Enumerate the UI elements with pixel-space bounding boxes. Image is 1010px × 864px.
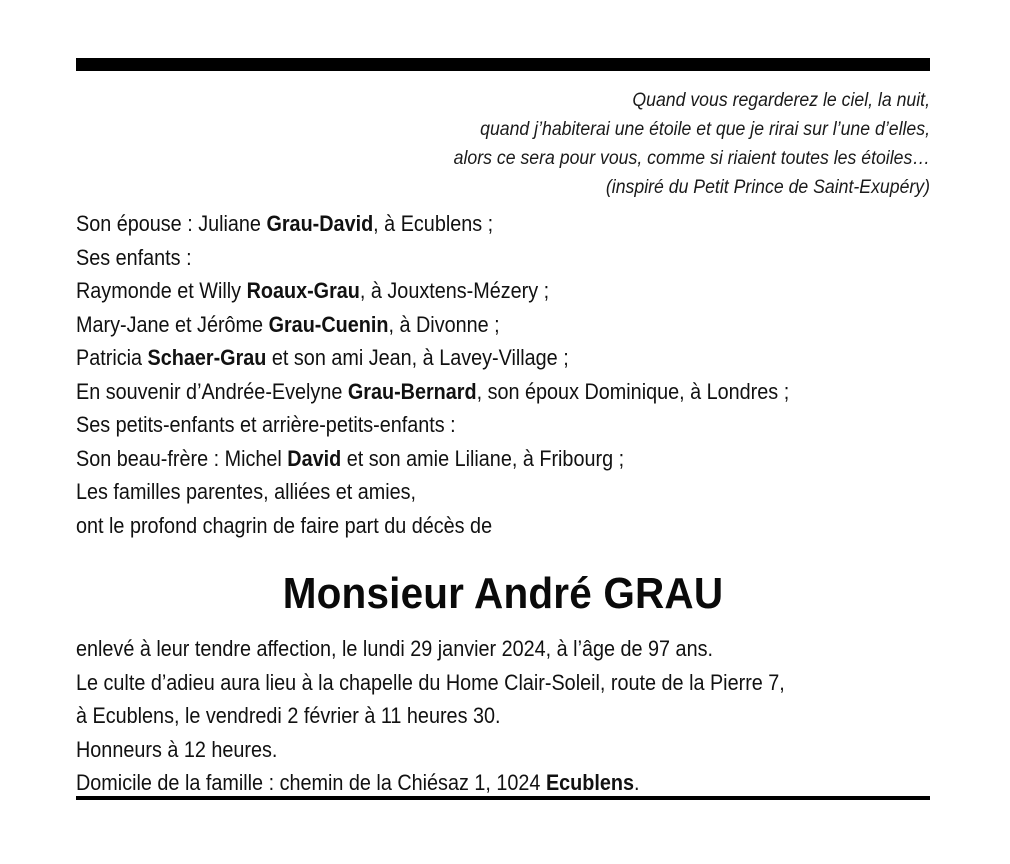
memory-line: En souvenir d’Andrée-Evelyne Grau-Bernard, son époux Dominique, à Londres ; (76, 378, 790, 404)
quote-line: Quand vous regarderez le ciel, la nuit, (632, 90, 930, 111)
child-line: Raymonde et Willy Roaux-Grau, à Jouxtens-Mézery ; (76, 278, 550, 303)
top-rule (76, 58, 930, 71)
obituary-notice (76, 58, 930, 800)
child-line: Mary-Jane et Jérôme Grau-Cuenin, à Divonne ; (76, 311, 500, 337)
quote-line: quand j’habiterai une étoile et que je rirai sur l’une d’elles, (480, 119, 930, 140)
death-date-line: enlevé à leur tendre affection, le lundi 29 janvier 2024, à l’âge de 97 ans. (76, 636, 713, 661)
relatives-line: Les familles parentes, alliées et amies, (76, 479, 417, 504)
quote-line: alors ce sera pour vous, comme si riaient toutes les étoiles… (453, 148, 930, 169)
quote-attribution: (inspiré du Petit Prince de Saint-Exupéry) (605, 177, 930, 198)
honours-line: Honneurs à 12 heures. (76, 736, 278, 762)
bottom-rule (76, 796, 930, 800)
service-location-line: Le culte d’adieu aura lieu à la chapelle du Home Clair-Soleil, route de la Pierre 7, (76, 669, 785, 695)
domicile-line: Domicile de la famille : chemin de la Chiésaz 1, 1024 Ecublens. (76, 770, 640, 795)
children-heading: Ses enfants : (76, 244, 192, 270)
deceased-name: Monsieur André GRAU (282, 569, 724, 618)
spouse-line: Son épouse : Juliane Grau-David, à Ecublens ; (76, 211, 494, 236)
child-line: Patricia Schaer-Grau et son ami Jean, à Lavey-Village ; (76, 345, 569, 370)
service-date-line: à Ecublens, le vendredi 2 février à 11 heures 30. (76, 703, 501, 728)
grandchildren-line: Ses petits-enfants et arrière-petits-enfants : (76, 412, 456, 437)
service-details (76, 632, 931, 800)
announcement-line: ont le profond chagrin de faire part du décès de (76, 512, 493, 538)
family-list (76, 207, 931, 542)
brother-in-law-line: Son beau-frère : Michel David et son amie Liliane, à Fribourg ; (76, 445, 625, 471)
epigraph-quote (136, 86, 930, 202)
